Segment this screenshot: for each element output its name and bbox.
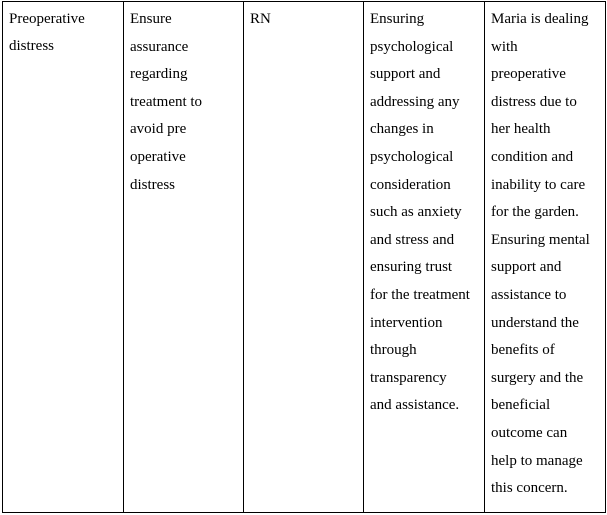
goal-cell [124,2,244,513]
goal-text: Ensure assurance regarding treatment to avoid pre operative distress [130,11,203,193]
care-plan-table [2,1,606,513]
rationale-text: Maria is dealing with preoperative distress due to her health condition and inability to care for the garden. Ensuring mental support and assistance to understand the benefits of surgery and the beneficial outcome can help to manage this concern. [491,11,590,497]
problem-text: Preoperative distress [9,11,85,54]
table-row [3,2,606,513]
intervention-text: Ensuring psychological support and addressing any changes in psychological consideration such as anxiety and stress and ensuring trust for the treatment intervention through transparency and assistance. [370,11,470,414]
problem-cell [3,2,124,513]
rationale-cell [485,2,606,513]
responsible-cell [244,2,364,513]
responsible-text: RN [250,11,271,27]
intervention-cell [364,2,485,513]
